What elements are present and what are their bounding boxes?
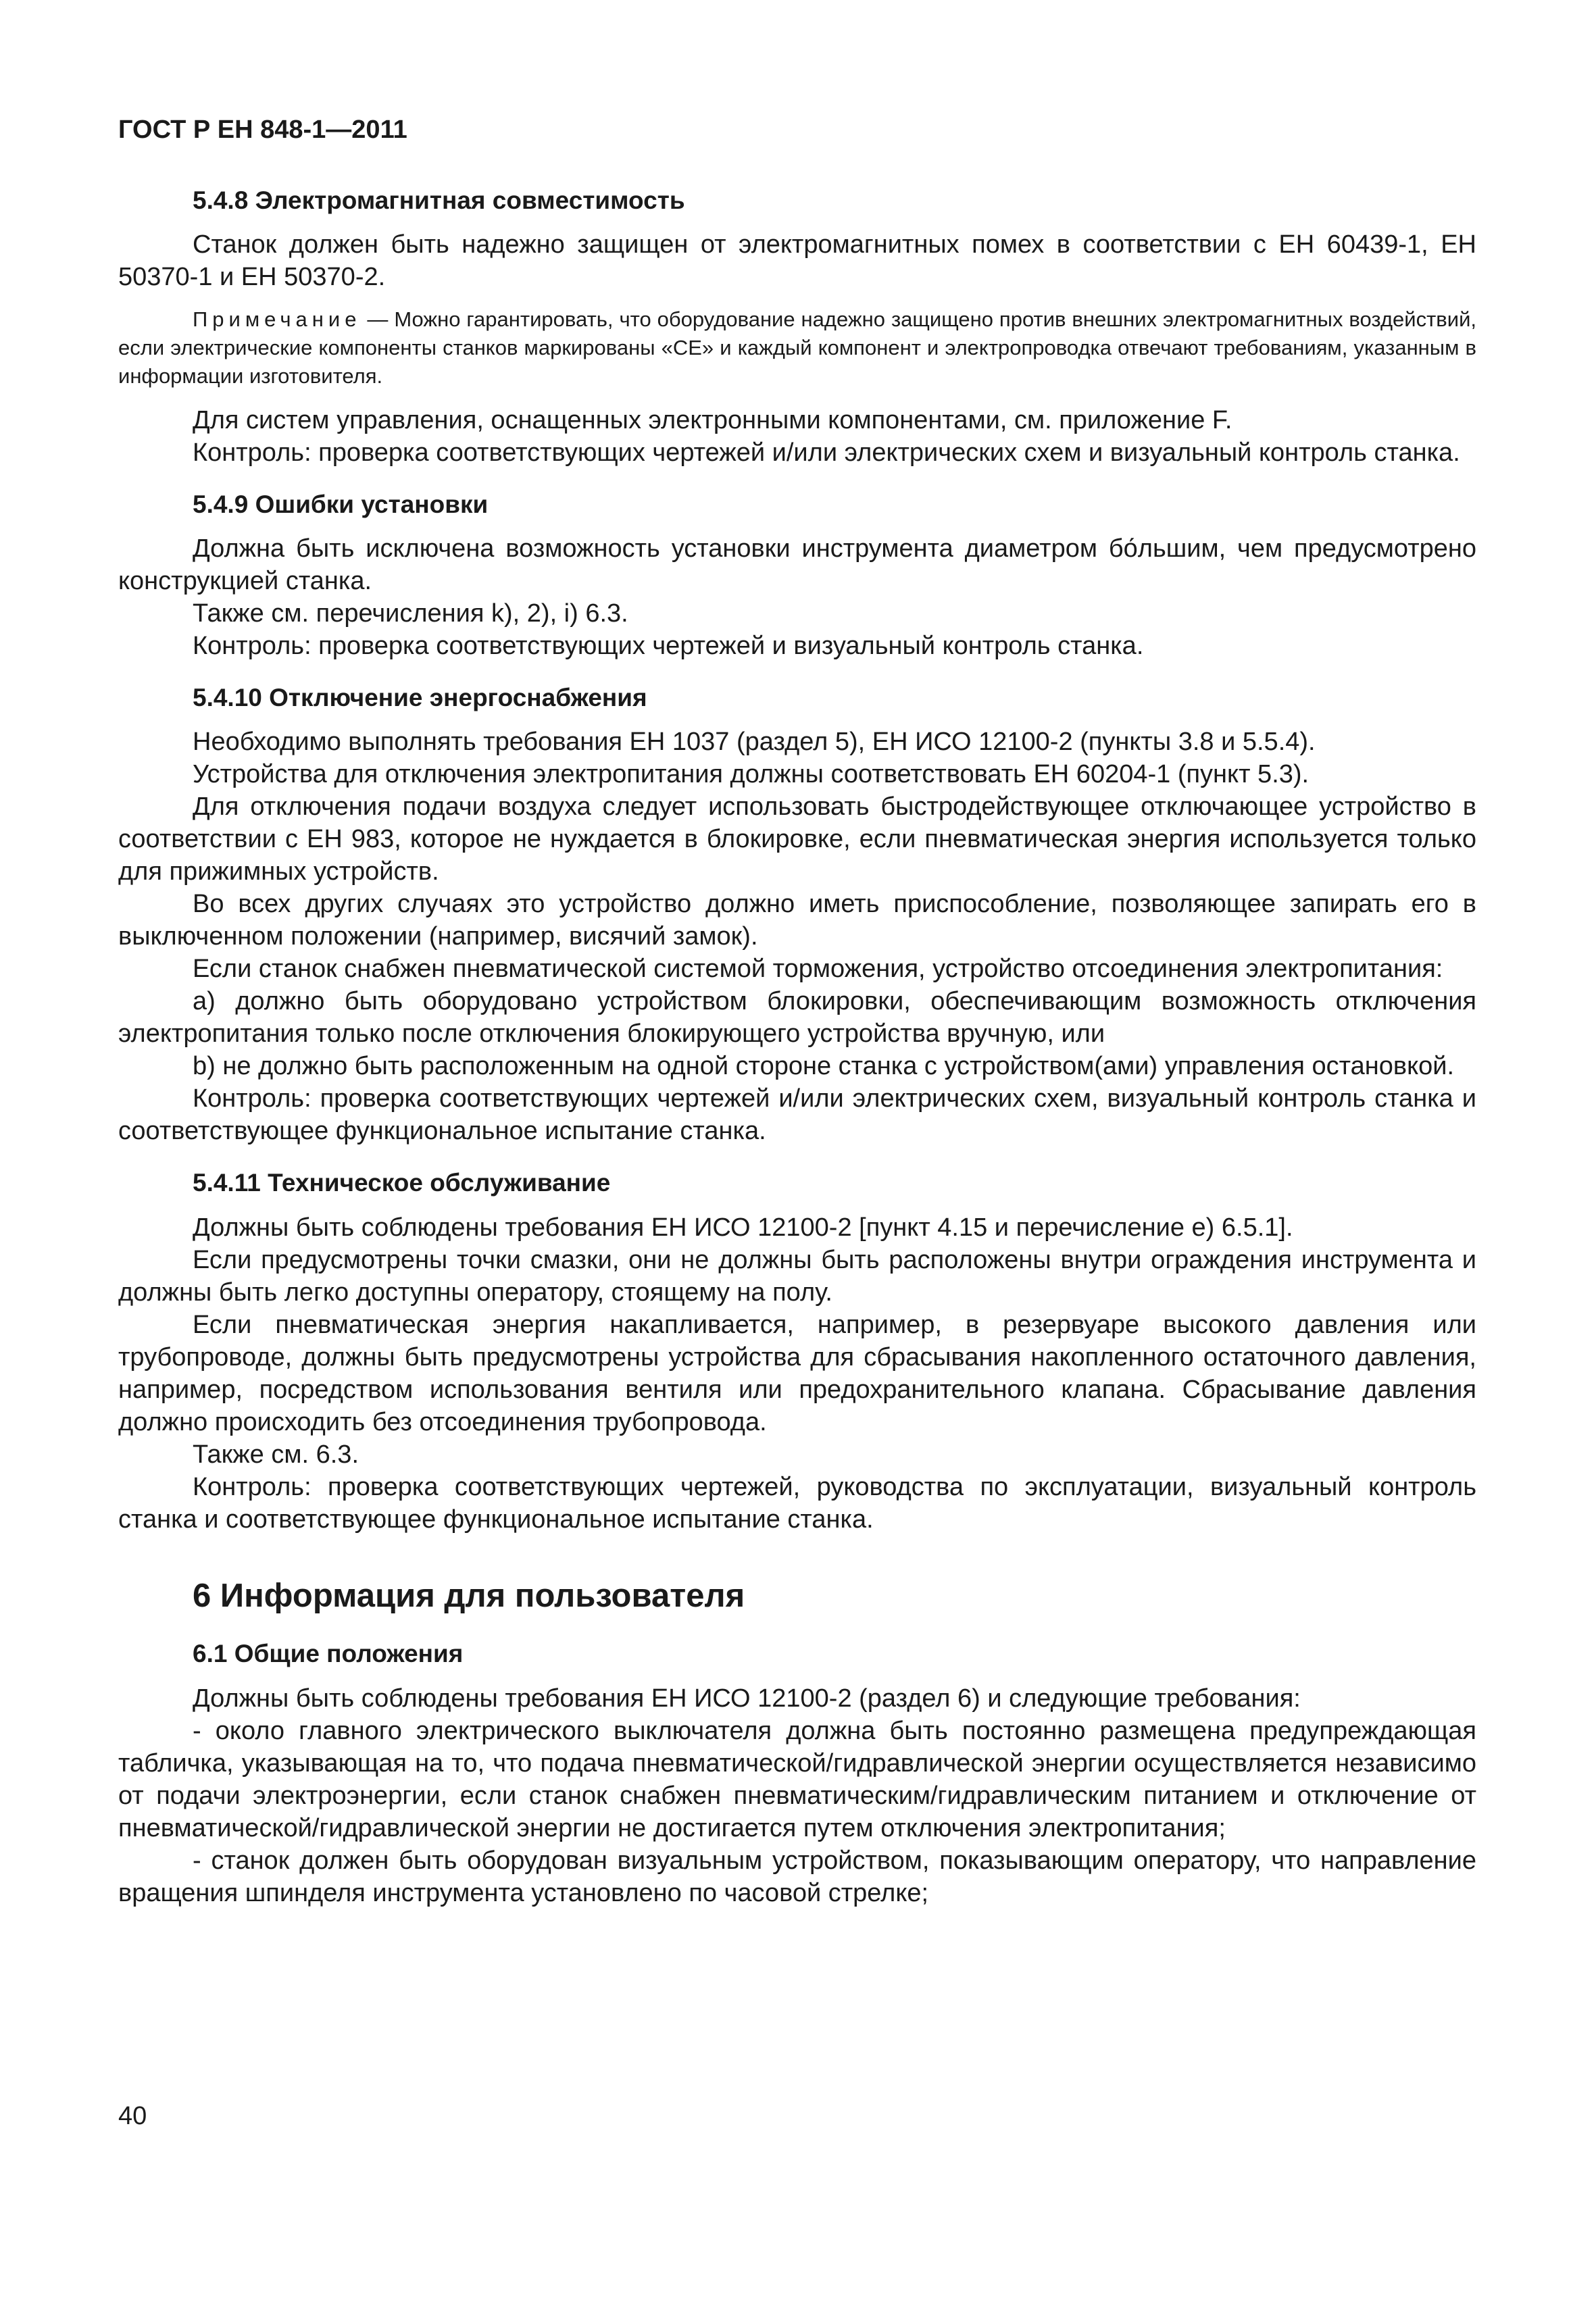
section-5-4-10-paragraph-7: b) не должно быть расположенным на одной стороне станка с устройством(ами) управления остановкой. xyxy=(193,1052,1455,1081)
section-5-4-10-paragraph-3: Для отключения подачи воздуха следует использовать быстродействующее отключающее устройство в соответствии с ЕН 983, которое не нуждается в блокировке, если пневматическая энергия используется только для прижимных устройств. xyxy=(118,793,1476,886)
section-5-4-9-paragraph-3: Контроль: проверка соответствующих чертежей и визуальный контроль станка. xyxy=(193,632,1144,661)
section-5-4-11-paragraph-2: Если предусмотрены точки смазки, они не должны быть расположены внутри ограждения инструмента и должны быть легко доступны оператору, стоящему на полу. xyxy=(118,1245,1476,1307)
section-6-title: 6 Информация для пользователя xyxy=(193,1577,745,1614)
note-label: Примечание xyxy=(193,307,361,331)
section-5-4-10-paragraph-5: Если станок снабжен пневматической системой торможения, устройство отсоединения электропитания: xyxy=(193,955,1443,984)
section-5-4-11-paragraph-3: Если пневматическая энергия накапливается, например, в резервуаре высокого давления или трубопроводе, должны быть предусмотрены устройства для сбрасывания накопленного остаточного давления, например, посредством использования вентиля или предохранительного клапана. Сбрасывание давления должно происходить без отсоединения трубопровода. xyxy=(118,1310,1476,1436)
section-6-1-paragraph-2: - около главного электрического выключателя должна быть постоянно размещена предупреждающая табличка, указывающая на то, что подача пневматической/гидравлической энергии осуществляется независимо от подачи электроэнергии, если станок снабжен пневматическим/гидравлическим питанием и отключение от пневматической/гидравлической энергии не достигается путем отключения электропитания; xyxy=(118,1716,1476,1842)
section-6-1-paragraph-1: Должны быть соблюдены требования ЕН ИСО 12100-2 (раздел 6) и следующие требования: xyxy=(193,1684,1301,1713)
note-text: — Можно гарантировать, что оборудование надежно защищено против внешних электромагнитных воздействий, если электрические компоненты станков маркированы «CE» и каждый компонент и электропроводка отвечают требованиям, указанным в информации изготовителя. xyxy=(118,307,1476,388)
section-5-4-8-note xyxy=(118,305,1476,391)
section-5-4-9-title: 5.4.9 Ошибки установки xyxy=(193,490,489,518)
section-5-4-8-paragraph-2: Для систем управления, оснащенных электронными компонентами, см. приложение F. xyxy=(193,405,1232,434)
section-5-4-11-paragraph-5: Контроль: проверка соответствующих чертежей, руководства по эксплуатации, визуальный контроль станка и соответствующее функциональное испытание станка. xyxy=(118,1472,1476,1534)
section-5-4-10-paragraph-4: Во всех других случаях это устройство должно иметь приспособление, позволяющее запирать его в выключенном положении (например, висячий замок). xyxy=(118,890,1476,951)
section-6-1-title: 6.1 Общие положения xyxy=(193,1640,464,1668)
document-code-header: ГОСТ Р ЕН 848-1—2011 xyxy=(118,116,407,144)
section-5-4-9-paragraph-2: Также см. перечисления k), 2), i) 6.3. xyxy=(193,599,628,628)
section-5-4-11-paragraph-1: Должны быть соблюдены требования ЕН ИСО 12100-2 [пункт 4.15 и перечисление е) 6.5.1]. xyxy=(193,1213,1293,1242)
document-page xyxy=(118,115,1476,1909)
section-5-4-10-title: 5.4.10 Отключение энергоснабжения xyxy=(193,684,647,712)
section-5-4-10-paragraph-2: Устройства для отключения электропитания должны соответствовать ЕН 60204-1 (пункт 5.3). xyxy=(193,760,1310,789)
section-5-4-11-title: 5.4.11 Техническое обслуживание xyxy=(193,1169,611,1197)
page-number: 40 xyxy=(118,2102,147,2130)
section-5-4-10-paragraph-8: Контроль: проверка соответствующих чертежей и/или электрических схем, визуальный контроль станка и соответствующее функциональное испытание станка. xyxy=(118,1084,1476,1146)
section-5-4-11-paragraph-4: Также см. 6.3. xyxy=(193,1440,359,1469)
section-5-4-8-paragraph-1: Станок должен быть надежно защищен от электромагнитных помех в соответствии с ЕН 60439-1, ЕН 50370-1 и ЕН 50370-2. xyxy=(118,230,1476,291)
section-5-4-10-paragraph-6: а) должно быть оборудовано устройством блокировки, обеспечивающим возможность отключения электропитания только после отключения блокирующего устройства вручную, или xyxy=(118,987,1476,1049)
section-5-4-9-paragraph-1: Должна быть исключена возможность установки инструмента диаметром бо́льшим, чем предусмотрено конструкцией станка. xyxy=(118,534,1476,596)
section-5-4-10-paragraph-1: Необходимо выполнять требования ЕН 1037 (раздел 5), ЕН ИСО 12100-2 (пункты 3.8 и 5.5.4). xyxy=(193,728,1316,757)
section-5-4-8-paragraph-3: Контроль: проверка соответствующих чертежей и/или электрических схем и визуальный контроль станка. xyxy=(193,438,1460,467)
section-6-1-paragraph-3: - станок должен быть оборудован визуальным устройством, показывающим оператору, что направление вращения шпинделя инструмента установлено по часовой стрелке; xyxy=(118,1846,1476,1907)
section-5-4-8-title: 5.4.8 Электромагнитная совместимость xyxy=(193,186,685,214)
